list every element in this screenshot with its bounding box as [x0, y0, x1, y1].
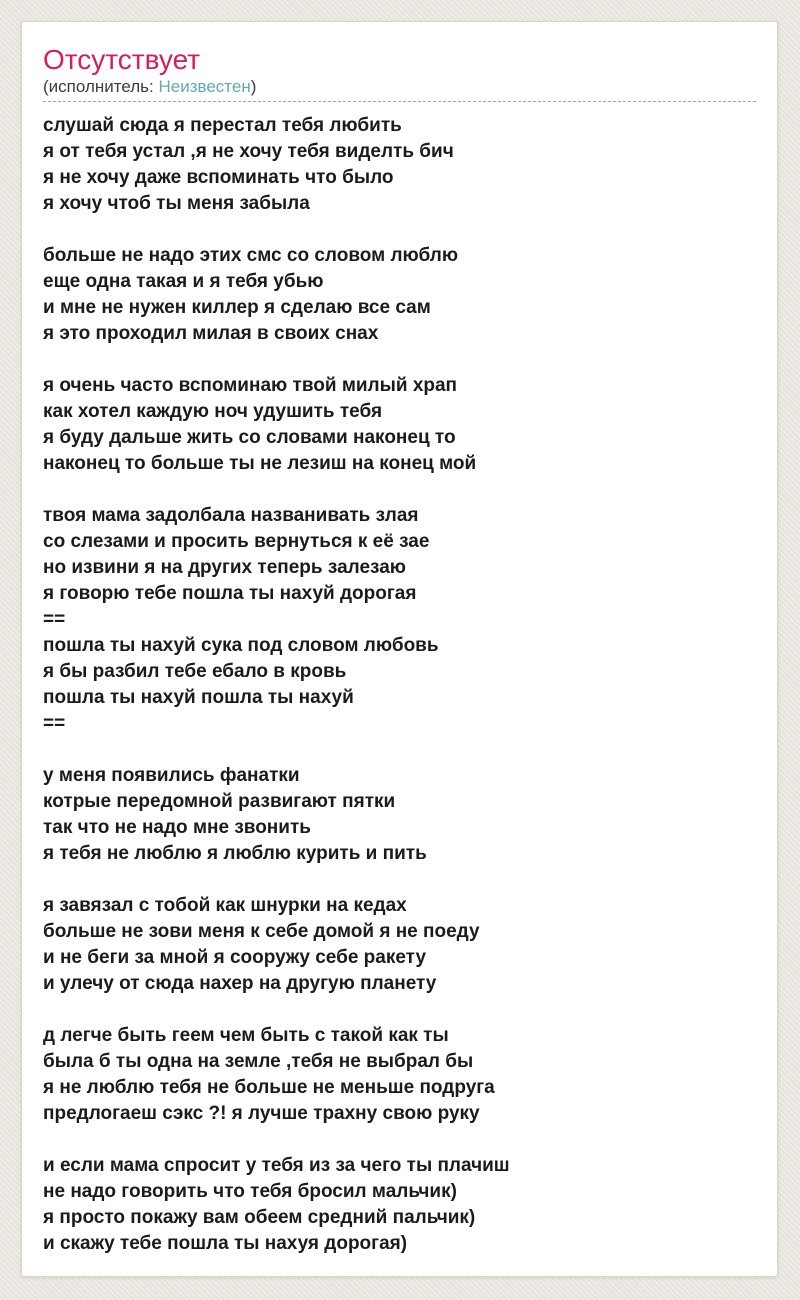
- song-header: [43, 44, 756, 102]
- lyric-line: я буду дальше жить со словами наконец то: [43, 427, 456, 448]
- lyric-line: еще одна такая и я тебя убью: [43, 271, 324, 292]
- lyric-line: ==: [43, 713, 66, 734]
- lyric-line: [43, 1127, 756, 1153]
- lyric-line: я от тебя устал ,я не хочу тебя виделть бич: [43, 141, 454, 162]
- lyric-line: я тебя не люблю я люблю курить и пить: [43, 843, 427, 864]
- lyric-line: я не хочу даже вспоминать что было: [43, 167, 394, 188]
- lyric-line: наконец то больше ты не лезиш на конец мой: [43, 453, 477, 474]
- lyric-line: пошла ты нахуй сука под словом любовь: [43, 635, 439, 656]
- lyric-line: у меня появились фанатки: [43, 765, 300, 786]
- lyric-line: как хотел каждую ноч удушить тебя: [43, 401, 383, 422]
- lyric-line: я это проходил милая в своих снах: [43, 323, 379, 344]
- lyric-line: и скажу тебе пошла ты нахуя дорогая): [43, 1233, 408, 1254]
- artist-link[interactable]: Неизвестен: [158, 77, 251, 96]
- lyric-line: [43, 867, 756, 893]
- lyric-line: я бы разбил тебе ебало в кровь: [43, 661, 347, 682]
- lyric-line: не надо говорить что тебя бросил мальчик): [43, 1181, 457, 1202]
- lyric-line: слушай сюда я перестал тебя любить: [43, 115, 402, 136]
- lyric-line: пошла ты нахуй пошла ты нахуй: [43, 687, 354, 708]
- lyric-line: я очень часто вспоминаю твой милый храп: [43, 375, 458, 396]
- artist-label-suffix: ): [250, 77, 257, 96]
- lyric-line: я просто покажу вам обеем средний пальчик): [43, 1207, 476, 1228]
- artist-line: [43, 77, 756, 97]
- lyric-line: но извини я на других теперь залезаю: [43, 557, 407, 578]
- lyric-line: [43, 737, 756, 763]
- lyric-line: предлогаеш сэкс ?! я лучше трахну свою руку: [43, 1103, 480, 1124]
- lyric-line: [43, 347, 756, 373]
- lyric-line: больше не надо этих смс со словом люблю: [43, 245, 459, 266]
- artist-label-prefix: (исполнитель:: [43, 77, 159, 96]
- lyric-line: ==: [43, 609, 66, 630]
- lyric-line: была б ты одна на земле ,тебя не выбрал бы: [43, 1051, 474, 1072]
- lyrics-block: [43, 113, 756, 1257]
- lyric-line: со слезами и просить вернуться к её зае: [43, 531, 430, 552]
- lyric-line: я говорю тебе пошла ты нахуй дорогая: [43, 583, 417, 604]
- lyrics-card: [21, 21, 778, 1277]
- song-title: Отсутствует: [43, 44, 201, 75]
- lyric-line: твоя мама задолбала названивать злая: [43, 505, 419, 526]
- lyric-line: я не люблю тебя не больше не меньше подруга: [43, 1077, 495, 1098]
- lyric-line: [43, 477, 756, 503]
- lyric-line: так что не надо мне звонить: [43, 817, 311, 838]
- lyric-line: и не беги за мной я сооружу себе ракету: [43, 947, 427, 968]
- lyric-line: котрые передомной развигают пятки: [43, 791, 396, 812]
- lyric-line: [43, 997, 756, 1023]
- lyric-line: и улечу от сюда нахер на другую планету: [43, 973, 437, 994]
- lyric-line: я хочу чтоб ты меня забыла: [43, 193, 310, 214]
- lyric-line: д легче быть геем чем быть с такой как ты: [43, 1025, 449, 1046]
- lyric-line: [43, 217, 756, 243]
- lyric-line: я завязал с тобой как шнурки на кедах: [43, 895, 407, 916]
- lyric-line: больше не зови меня к себе домой я не поеду: [43, 921, 480, 942]
- lyric-line: и если мама спросит у тебя из за чего ты плачиш: [43, 1155, 510, 1176]
- lyric-line: и мне не нужен киллер я сделаю все сам: [43, 297, 431, 318]
